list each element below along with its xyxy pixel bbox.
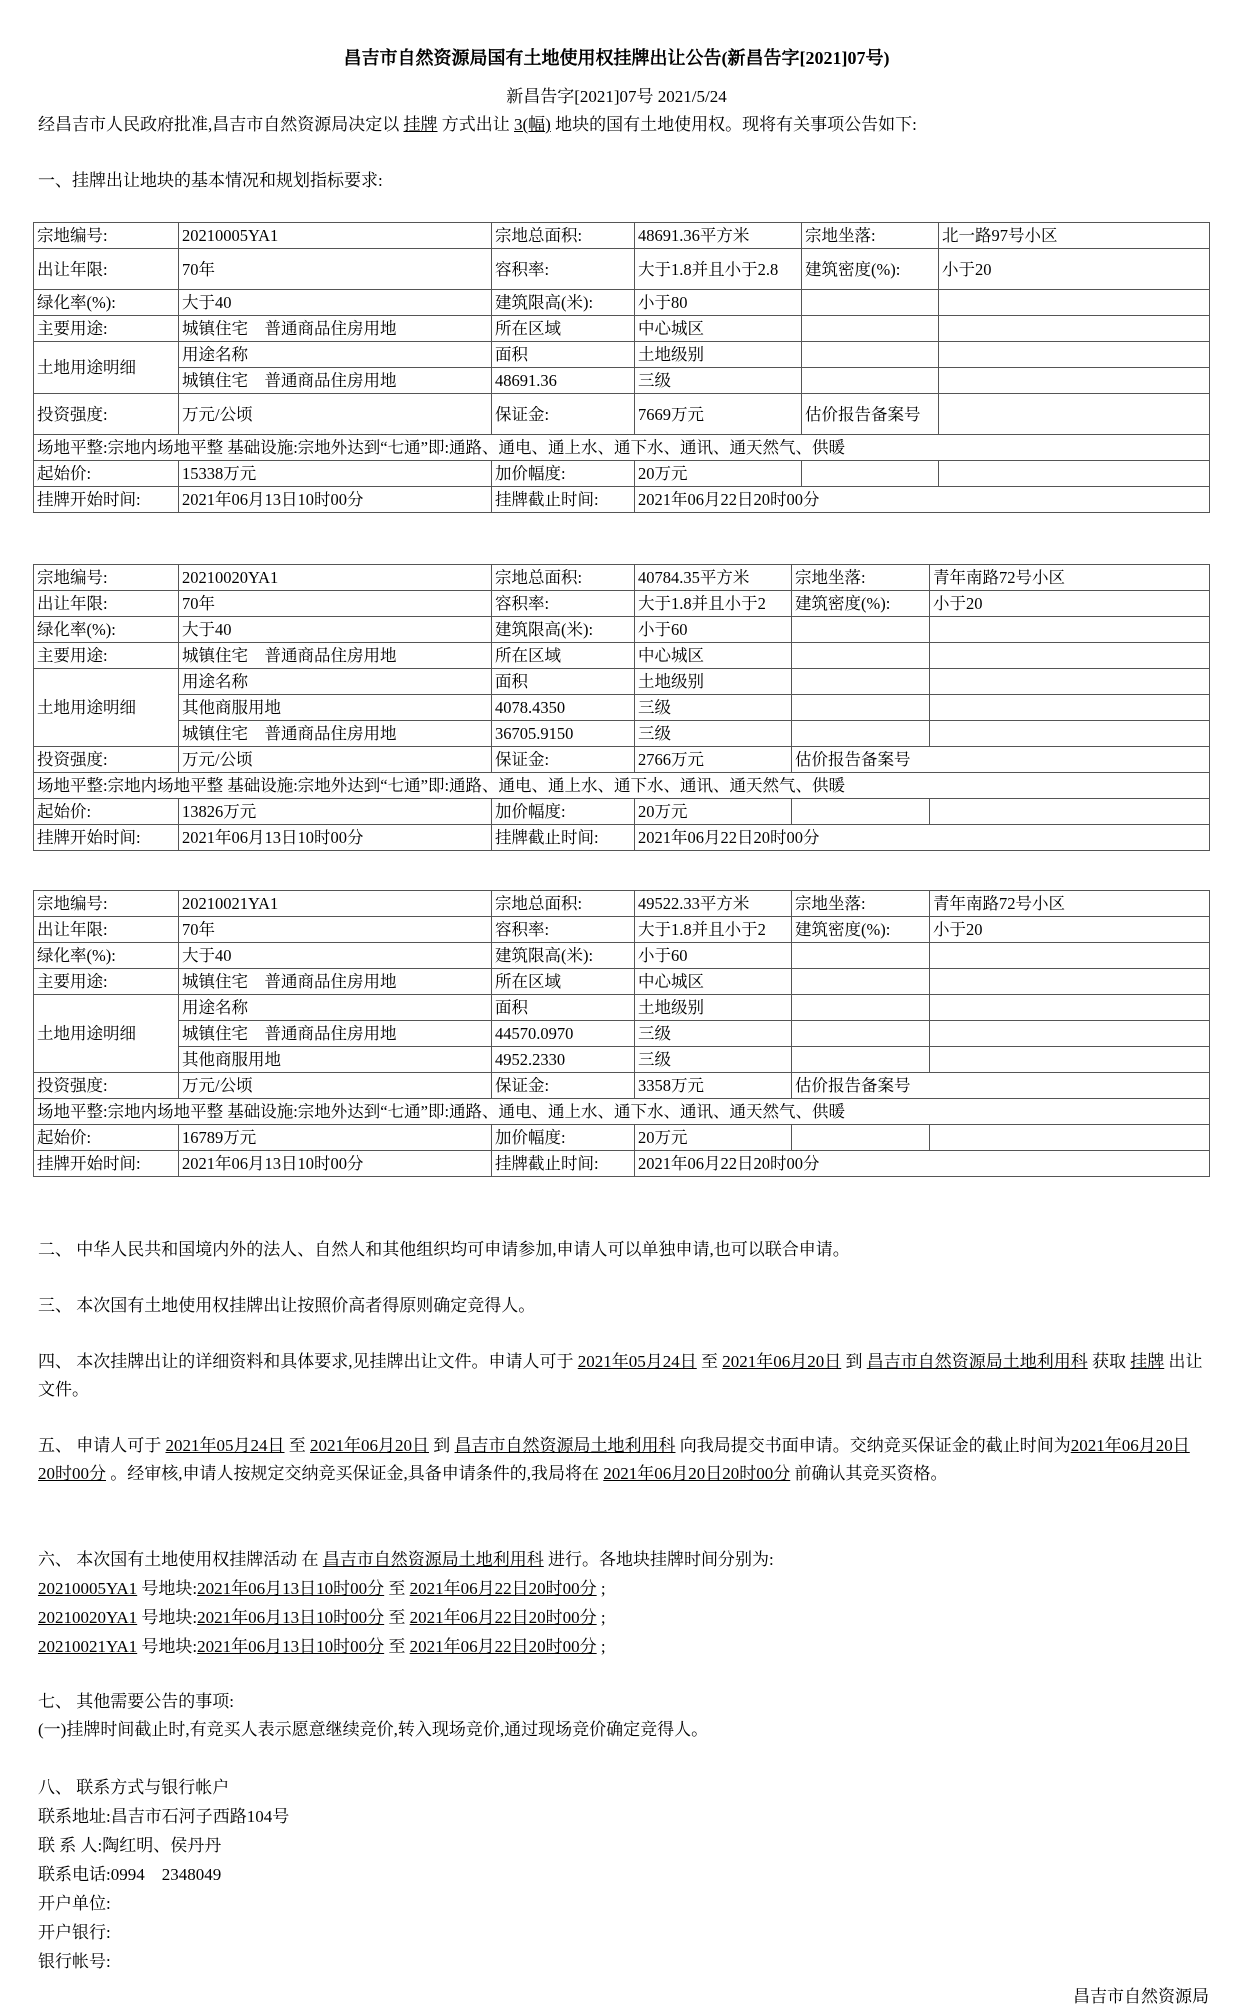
s5-deadline: 2021年06月20日20时00分 [38,1436,1190,1483]
end-time: 2021年06月22日20时00分 [635,825,1210,851]
label-region: 所在区域 [492,643,635,669]
s6-text: 六、 本次国有土地使用权挂牌活动 在 [38,1550,323,1569]
contact-person: 联 系 人:陶红明、侯丹丹 [38,1836,222,1855]
height: 小于60 [635,943,792,969]
s5-text: 向我局提交书面申请。交纳竞买保证金的截止时间为 [675,1436,1071,1455]
s5-text: 到 [429,1436,455,1455]
schedule-sep: ; [596,1637,606,1656]
s4-text: 到 [841,1352,867,1371]
label-main-use: 主要用途: [34,643,179,669]
increment: 20万元 [635,461,802,487]
contact-address: 联系地址:昌吉市石河子西路104号 [38,1807,290,1826]
start-time: 2021年06月13日10时00分 [179,1151,492,1177]
label-use-detail: 土地用途明细 [34,669,179,747]
total-area: 49522.33平方米 [635,891,792,917]
label-end-time: 挂牌截止时间: [492,487,635,513]
s6-place: 昌吉市自然资源局土地利用科 [322,1550,544,1569]
parcel-no: 20210021YA1 [179,891,492,917]
label-height: 建筑限高(米): [492,617,635,643]
label-appraisal: 估价报告备案号 [792,747,1210,773]
label-far: 容积率: [492,917,635,943]
region: 中心城区 [635,643,792,669]
label-start-price: 起始价: [34,799,179,825]
schedule-sep: 号地块: [137,1608,198,1627]
schedule-parcel-no: 20210005YA1 [38,1579,138,1598]
density: 小于20 [930,591,1210,617]
label-invest: 投资强度: [34,394,179,435]
site-conditions: 场地平整:宗地内场地平整 基础设施:宗地外达到“七通”即:通路、通电、通上水、通下水、通讯、通天然气、供暖 [34,435,1210,461]
parcel-no: 20210020YA1 [179,565,492,591]
schedule-end: 2021年06月22日20时00分 [409,1637,597,1656]
label-location: 宗地坐落: [792,565,930,591]
deposit: 2766万元 [635,747,792,773]
label-green: 绿化率(%): [34,290,179,316]
intro-method: 挂牌 [403,115,438,134]
label-use-name: 用途名称 [179,995,492,1021]
label-term: 出让年限: [34,249,179,290]
section-5 [38,1432,1203,1488]
main-use: 城镇住宅 普通商品住房用地 [179,316,492,342]
density: 小于20 [939,249,1210,290]
schedule-sep: 号地块: [137,1637,198,1656]
label-main-use: 主要用途: [34,316,179,342]
schedule-parcel-no: 20210020YA1 [38,1608,138,1627]
contact-phone: 联系电话:0994 2348049 [38,1865,222,1884]
section-1-title: 一、挂牌出让地块的基本情况和规划指标要求: [38,171,383,190]
label-land-grade: 土地级别 [635,995,792,1021]
use-name: 城镇住宅 普通商品住房用地 [179,721,492,747]
location: 青年南路72号小区 [930,565,1210,591]
end-time: 2021年06月22日20时00分 [635,487,1210,513]
use-grade: 三级 [635,368,802,394]
label-deposit: 保证金: [492,394,635,435]
far: 大于1.8并且小于2 [635,591,792,617]
label-start-time: 挂牌开始时间: [34,1151,179,1177]
label-height: 建筑限高(米): [492,943,635,969]
section-8-title: 八、 联系方式与银行帐户 [38,1778,230,1797]
label-location: 宗地坐落: [802,223,939,249]
schedule-sep: 号地块: [137,1579,198,1598]
use-area: 4952.2330 [492,1047,635,1073]
intro-text: 地块的国有土地使用权。现将有关事项公告如下: [550,115,917,134]
s4-place: 昌吉市自然资源局土地利用科 [866,1352,1088,1371]
s4-text: 出让文件。 [38,1352,1203,1399]
label-area: 面积 [492,669,635,695]
schedule-end: 2021年06月22日20时00分 [409,1579,597,1598]
label-total-area: 宗地总面积: [492,891,635,917]
label-increment: 加价幅度: [492,1125,635,1151]
start-time: 2021年06月13日10时00分 [179,825,492,851]
invest: 万元/公顷 [179,747,492,773]
label-parcel-no: 宗地编号: [34,891,179,917]
total-area: 40784.35平方米 [635,565,792,591]
label-use-detail: 土地用途明细 [34,342,179,394]
label-increment: 加价幅度: [492,461,635,487]
intro-text: 方式出让 [437,115,514,134]
use-grade: 三级 [635,721,792,747]
height: 小于80 [635,290,802,316]
density: 小于20 [930,917,1210,943]
label-start-time: 挂牌开始时间: [34,825,179,851]
end-time: 2021年06月22日20时00分 [635,1151,1210,1177]
label-invest: 投资强度: [34,1073,179,1099]
intro-text: 经昌吉市人民政府批准,昌吉市自然资源局决定以 [38,115,404,134]
schedule-start: 2021年06月13日10时00分 [197,1608,385,1627]
s4-end-date: 2021年06月20日 [722,1352,842,1371]
s5-place: 昌吉市自然资源局土地利用科 [454,1436,676,1455]
label-main-use: 主要用途: [34,969,179,995]
use-grade: 三级 [635,695,792,721]
label-land-grade: 土地级别 [635,342,802,368]
increment: 20万元 [635,799,792,825]
s4-text: 获取 [1087,1352,1131,1371]
s5-confirm-time: 2021年06月20日20时00分 [603,1464,791,1483]
schedule-sep: ; [596,1608,606,1627]
label-use-detail: 土地用途明细 [34,995,179,1073]
label-parcel-no: 宗地编号: [34,223,179,249]
main-use: 城镇住宅 普通商品住房用地 [179,643,492,669]
label-land-grade: 土地级别 [635,669,792,695]
section-3: 三、 本次国有土地使用权挂牌出让按照价高者得原则确定竞得人。 [38,1296,536,1315]
s5-text: 至 [284,1436,310,1455]
use-grade: 三级 [635,1047,792,1073]
label-area: 面积 [492,995,635,1021]
location: 青年南路72号小区 [930,891,1210,917]
account-number: 银行帐号: [38,1952,111,1971]
far: 大于1.8并且小于2 [635,917,792,943]
intro-count: 3(幅) [514,115,551,134]
term: 70年 [179,249,492,290]
s4-text: 至 [696,1352,723,1371]
document-number: 新昌告字[2021]07号 2021/5/24 [506,87,727,106]
start-price: 15338万元 [179,461,492,487]
label-region: 所在区域 [492,969,635,995]
schedule-line [38,1575,1203,1603]
site-conditions: 场地平整:宗地内场地平整 基础设施:宗地外达到“七通”即:通路、通电、通上水、通下水、通讯、通天然气、供暖 [34,1099,1210,1125]
term: 70年 [179,917,492,943]
start-price: 13826万元 [179,799,492,825]
schedule-parcel-no: 20210021YA1 [38,1637,138,1656]
start-price: 16789万元 [179,1125,492,1151]
parcel-no: 20210005YA1 [179,223,492,249]
schedule-sep: 至 [384,1637,410,1656]
label-green: 绿化率(%): [34,943,179,969]
use-name: 其他商服用地 [179,1047,492,1073]
label-invest: 投资强度: [34,747,179,773]
green: 大于40 [179,290,492,316]
label-density: 建筑密度(%): [792,591,930,617]
start-time: 2021年06月13日10时00分 [179,487,492,513]
account-bank: 开户银行: [38,1923,111,1942]
intro-paragraph [38,110,917,135]
deposit: 3358万元 [635,1073,792,1099]
label-start-price: 起始价: [34,1125,179,1151]
schedule-line [38,1604,1203,1632]
schedule-start: 2021年06月13日10时00分 [197,1637,385,1656]
section-4 [38,1348,1203,1404]
s4-text: 四、 本次挂牌出让的详细资料和具体要求,见挂牌出让文件。申请人可于 [38,1352,578,1371]
parcel-table-2 [33,564,1210,851]
label-start-price: 起始价: [34,461,179,487]
section-2: 二、 中华人民共和国境内外的法人、自然人和其他组织均可申请参加,申请人可以单独申请,也可以联合申请。 [38,1240,850,1259]
use-name: 城镇住宅 普通商品住房用地 [179,1021,492,1047]
region: 中心城区 [635,316,802,342]
label-appraisal: 估价报告备案号 [802,394,939,435]
use-grade: 三级 [635,1021,792,1047]
label-area: 面积 [492,342,635,368]
height: 小于60 [635,617,792,643]
main-use: 城镇住宅 普通商品住房用地 [179,969,492,995]
label-location: 宗地坐落: [792,891,930,917]
invest: 万元/公顷 [179,1073,492,1099]
green: 大于40 [179,617,492,643]
signature: 昌吉市自然资源局 [1073,1987,1209,2006]
section-6 [38,1546,1203,1574]
use-area: 36705.9150 [492,721,635,747]
location: 北一路97号小区 [939,223,1210,249]
use-area: 44570.0970 [492,1021,635,1047]
label-region: 所在区域 [492,316,635,342]
label-use-name: 用途名称 [179,669,492,695]
s5-text: 前确认其竞买资格。 [790,1464,948,1483]
deposit: 7669万元 [635,394,802,435]
use-area: 48691.36 [492,368,635,394]
invest: 万元/公顷 [179,394,492,435]
total-area: 48691.36平方米 [635,223,802,249]
far: 大于1.8并且小于2.8 [635,249,802,290]
s4-method: 挂牌 [1130,1352,1165,1371]
s5-end-date: 2021年06月20日 [310,1436,429,1455]
account-unit: 开户单位: [38,1894,111,1913]
label-total-area: 宗地总面积: [492,223,635,249]
s5-text: 五、 申请人可于 [38,1436,166,1455]
label-term: 出让年限: [34,917,179,943]
section-7-item-1: (一)挂牌时间截止时,有竞买人表示愿意继续竞价,转入现场竞价,通过现场竞价确定竞得人。 [38,1720,709,1739]
label-density: 建筑密度(%): [792,917,930,943]
label-height: 建筑限高(米): [492,290,635,316]
section-7-title: 七、 其他需要公告的事项: [38,1692,234,1711]
parcel-table-3 [33,890,1210,1177]
use-area: 4078.4350 [492,695,635,721]
s5-text: 。经审核,申请人按规定交纳竞买保证金,具备申请条件的,我局将在 [106,1464,604,1483]
term: 70年 [179,591,492,617]
s5-start-date: 2021年05月24日 [165,1436,285,1455]
label-total-area: 宗地总面积: [492,565,635,591]
schedule-sep: 至 [384,1579,410,1598]
label-use-name: 用途名称 [179,342,492,368]
region: 中心城区 [635,969,792,995]
schedule-line [38,1633,1203,1661]
label-start-time: 挂牌开始时间: [34,487,179,513]
label-appraisal: 估价报告备案号 [792,1073,1210,1099]
label-term: 出让年限: [34,591,179,617]
green: 大于40 [179,943,492,969]
label-green: 绿化率(%): [34,617,179,643]
s4-start-date: 2021年05月24日 [577,1352,697,1371]
label-far: 容积率: [492,591,635,617]
use-name: 城镇住宅 普通商品住房用地 [179,368,492,394]
page-title: 昌吉市自然资源局国有土地使用权挂牌出让公告(新昌告字[2021]07号) [343,48,890,68]
label-parcel-no: 宗地编号: [34,565,179,591]
schedule-sep: 至 [384,1608,410,1627]
s6-text: 进行。各地块挂牌时间分别为: [543,1550,774,1569]
label-increment: 加价幅度: [492,799,635,825]
label-deposit: 保证金: [492,1073,635,1099]
schedule-start: 2021年06月13日10时00分 [197,1579,385,1598]
label-far: 容积率: [492,249,635,290]
use-name: 其他商服用地 [179,695,492,721]
schedule-end: 2021年06月22日20时00分 [409,1608,597,1627]
label-density: 建筑密度(%): [802,249,939,290]
increment: 20万元 [635,1125,792,1151]
schedule-sep: ; [596,1579,606,1598]
site-conditions: 场地平整:宗地内场地平整 基础设施:宗地外达到“七通”即:通路、通电、通上水、通下水、通讯、通天然气、供暖 [34,773,1210,799]
label-end-time: 挂牌截止时间: [492,825,635,851]
label-end-time: 挂牌截止时间: [492,1151,635,1177]
label-deposit: 保证金: [492,747,635,773]
parcel-table-1 [33,222,1210,513]
